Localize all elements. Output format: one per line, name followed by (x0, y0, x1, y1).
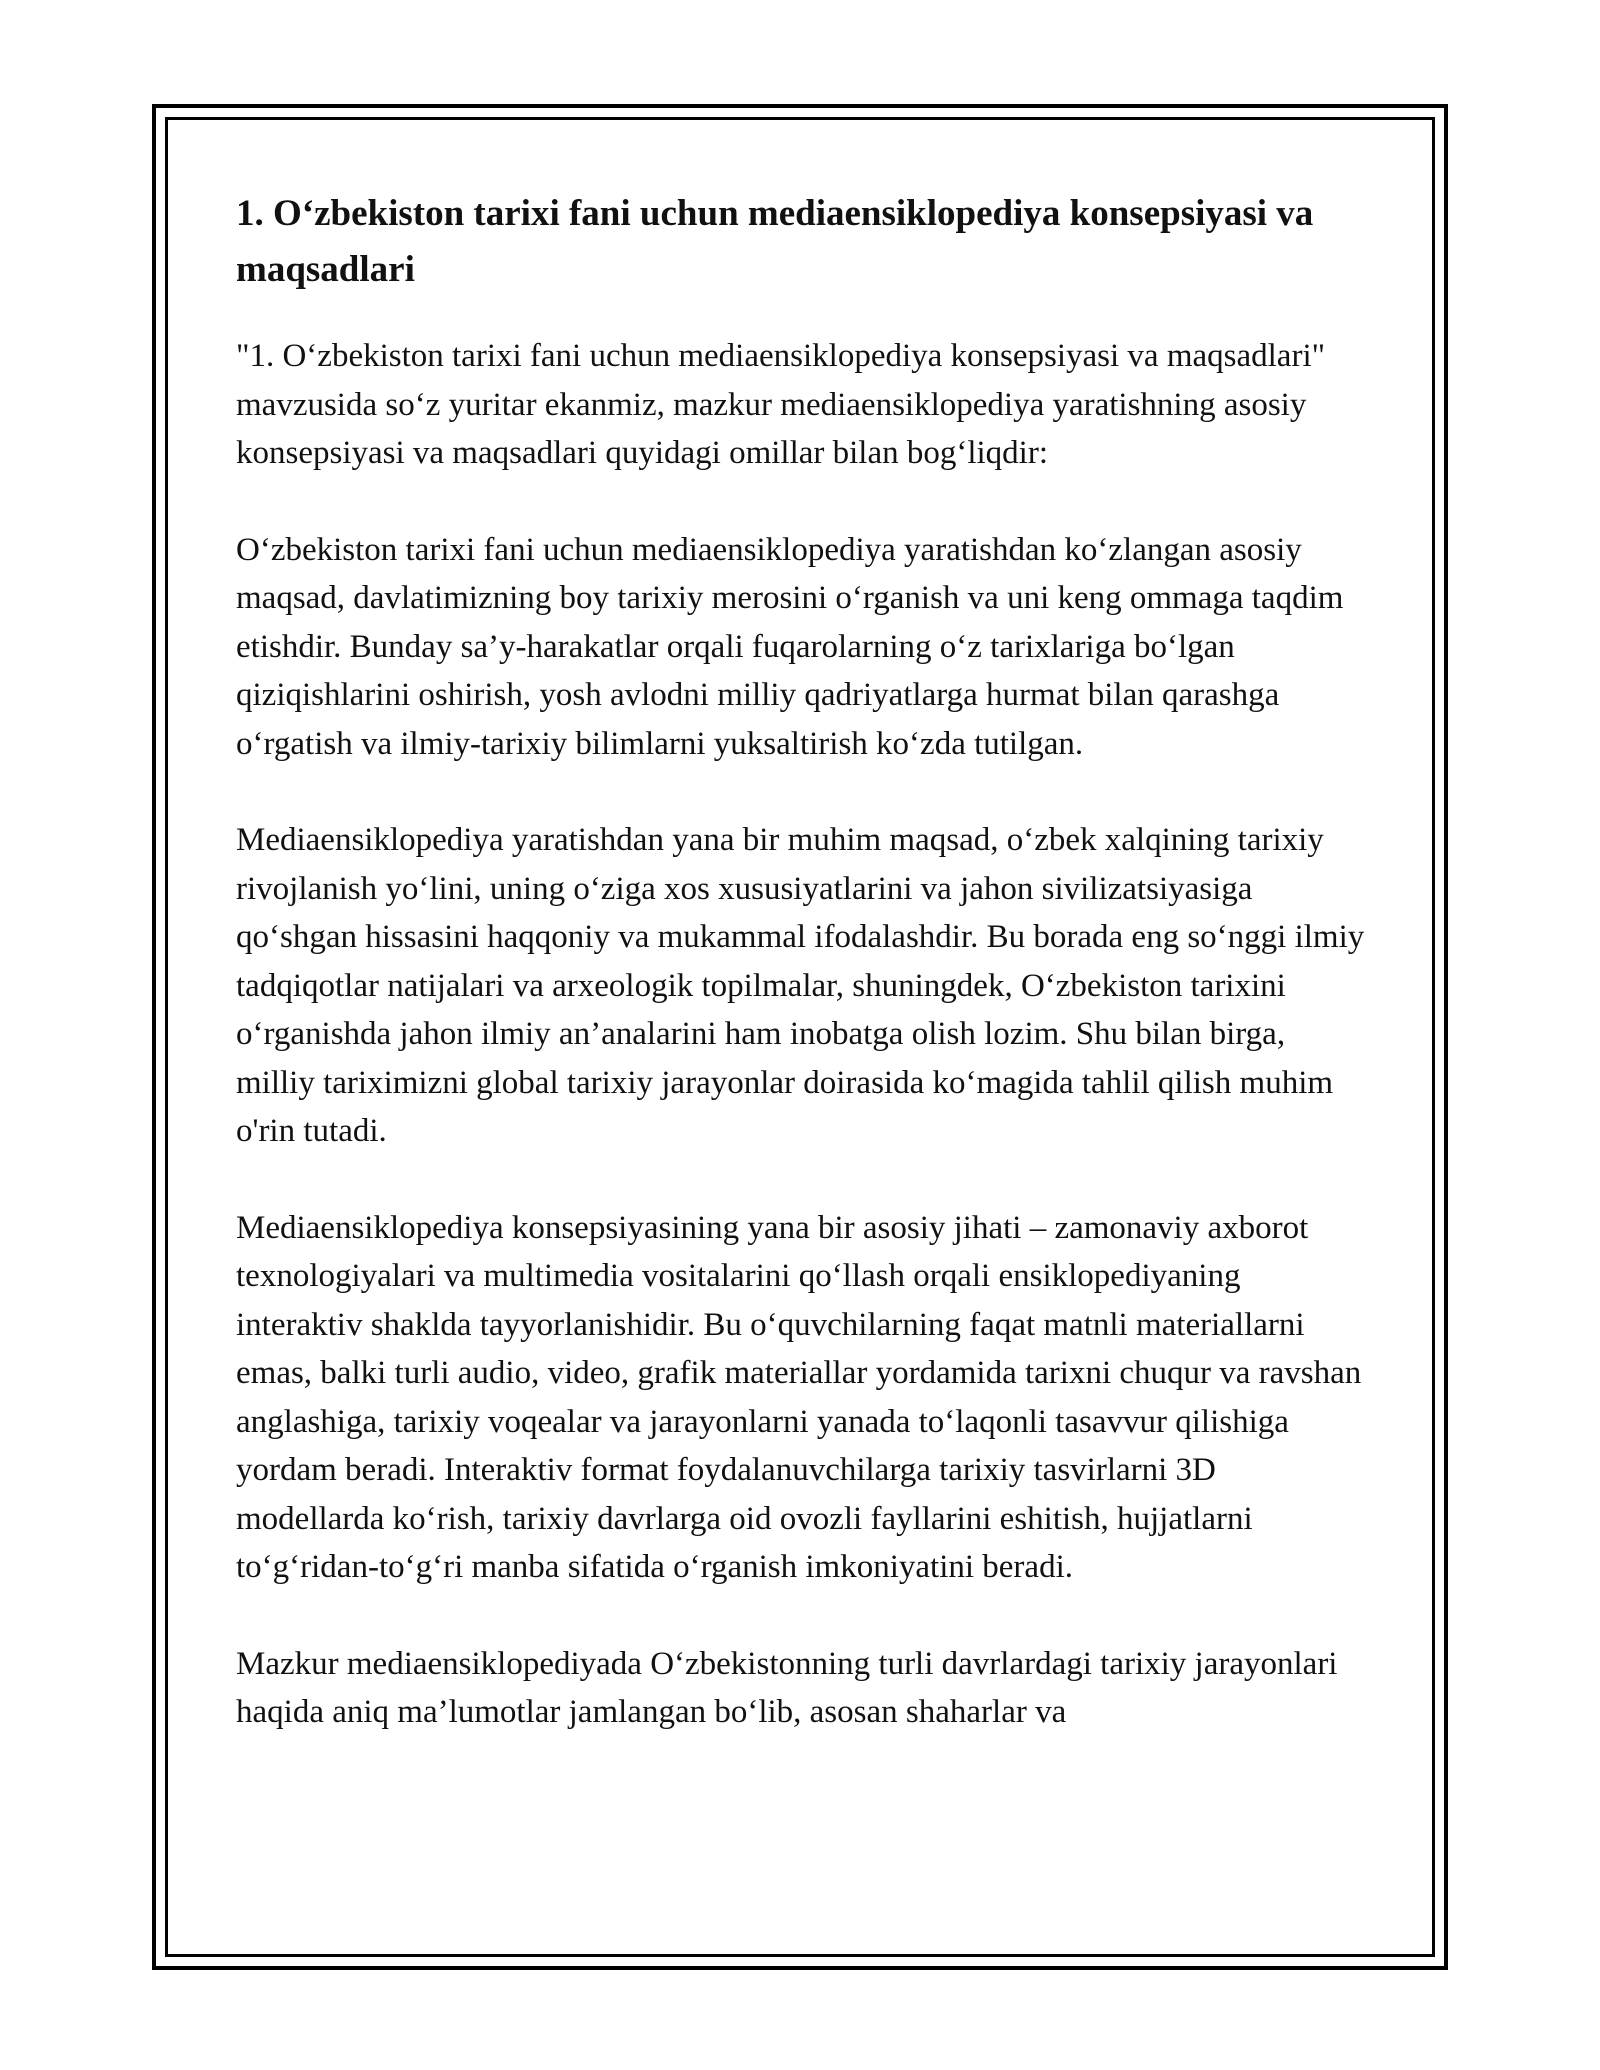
paragraph-content: Mazkur mediaensiklopediyada O‘zbekistonning turli davrlardagi tarixiy jarayonlari haqida aniq ma’lumotlar jamlangan bo‘lib, asosan shaharlar va (236, 1645, 1338, 1730)
paragraph-concept: Mediaensiklopediya konsepsiyasining yana bir asosiy jihati – zamonaviy axborot texnologiyalari va multimedia vositalarini qo‘llash orqali ensiklopediyaning interaktiv shaklda tayyorlanishidir. Bu o‘quvchilarning faqat matnli materiallarni emas, balki turli audio, video, grafik materiallar yordamida tarixni chuqur va ravshan anglashiga, tarixiy voqealar va jarayonlarni yanada to‘laqonli tasavvur qilishiga yordam beradi. Interaktiv format foydalanuvchilarga tarixiy tasvirlarni 3D modellarda ko‘rish, tarixiy davrlarga oid ovozli fayllarini eshitish, hujjatlarni to‘g‘ridan-to‘g‘ri manba sifatida o‘rganish imkoniyatini beradi. (236, 1209, 1362, 1585)
document-body (236, 186, 1366, 1785)
section-heading: 1. O‘zbekiston tarixi fani uchun mediaensiklopediya konsepsiyasi va maqsadlari (236, 193, 1314, 290)
paragraph-second-goal: Mediaensiklopediya yaratishdan yana bir muhim maqsad, o‘zbek xalqining tarixiy rivojlanish yo‘lini, uning o‘ziga xos xususiyatlarini va jahon sivilizatsiyasiga qo‘shgan hissasini haqqoniy va mukammal ifodalashdir. Bu borada eng so‘nggi ilmiy tadqiqotlar natijalari va arxeologik topilmalar, shuningdek, O‘zbekiston tarixini o‘rganishda jahon ilmiy an’analarini ham inobatga olish lozim. Shu bilan birga, milliy tariximizni global tarixiy jarayonlar doirasida ko‘magida tahlil qilish muhim o'rin tutadi. (236, 822, 1365, 1149)
paragraph-main-goal: O‘zbekiston tarixi fani uchun mediaensiklopediya yaratishdan ko‘zlangan asosiy maqsad, davlatimizning boy tarixiy merosini o‘rganish va uni keng ommaga taqdim etishdir. Bunday sa’y-harakatlar orqali fuqarolarning o‘z tarixlariga bo‘lgan qiziqishlarini oshirish, yosh avlodni milliy qadriyatlarga hurmat bilan qarashga o‘rgatish va ilmiy-tarixiy bilimlarni yuksaltirish ko‘zda tutilgan. (236, 531, 1344, 762)
paragraph-intro: "1. O‘zbekiston tarixi fani uchun mediaensiklopediya konsepsiyasi va maqsadlari" mavzusida so‘z yuritar ekanmiz, mazkur mediaensiklopediya yaratishning asosiy konsepsiyasi va maqsadlari quyidagi omillar bilan bog‘liqdir: (236, 338, 1326, 471)
